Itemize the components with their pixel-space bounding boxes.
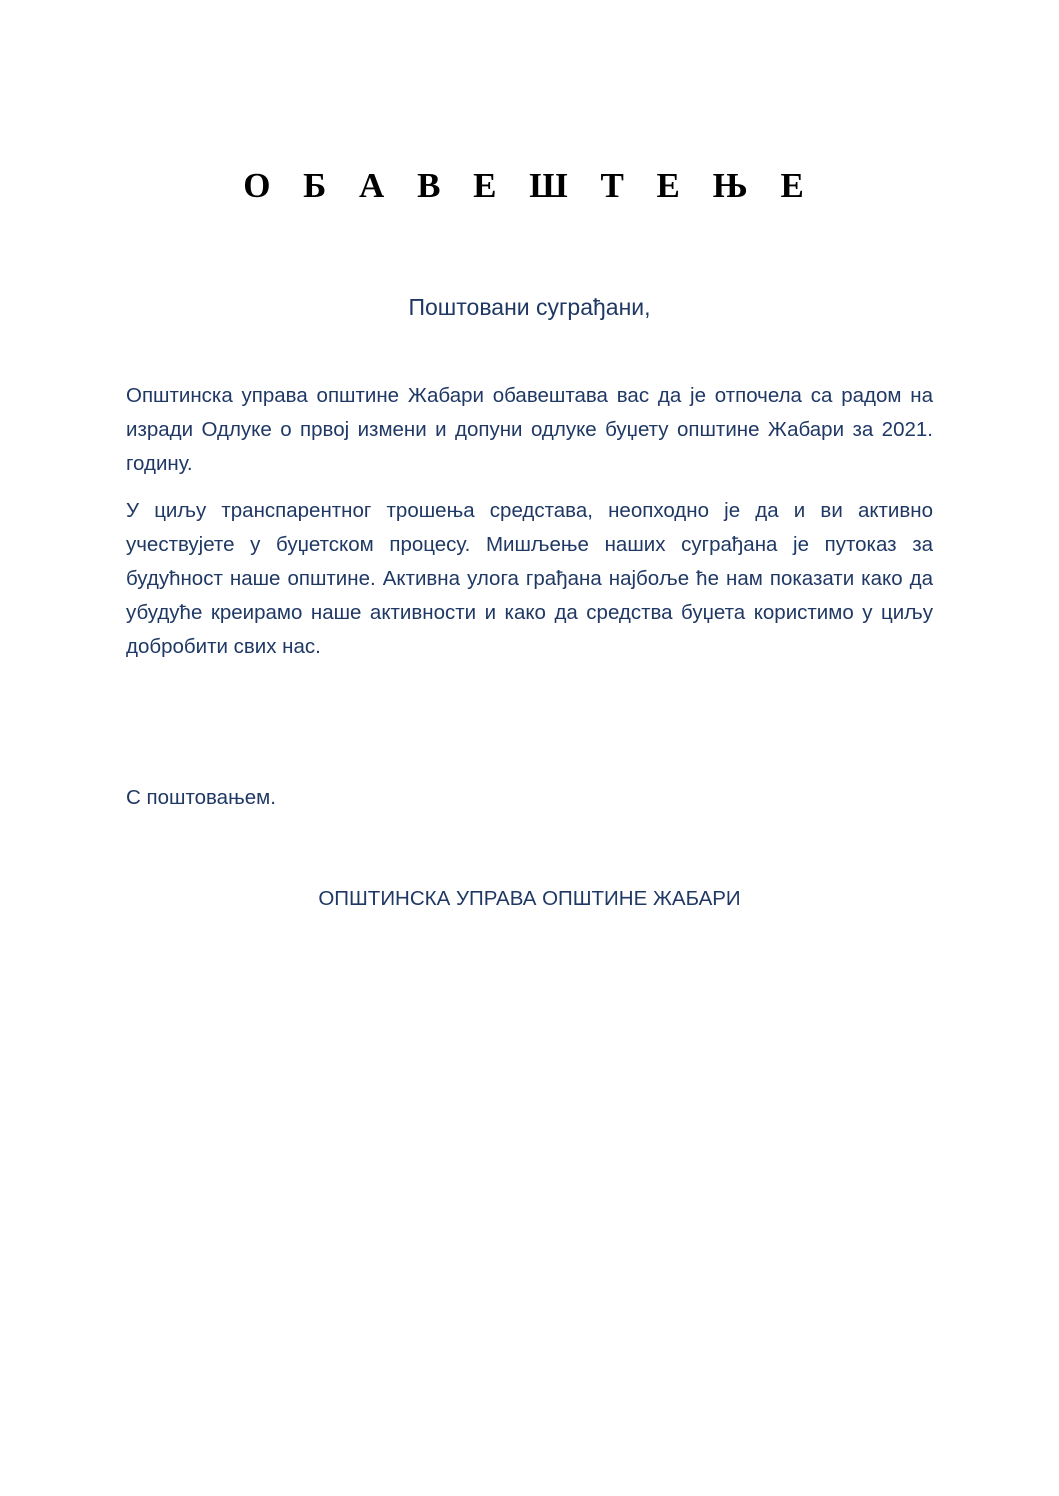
closing-line: С поштовањем.	[126, 786, 276, 809]
body-paragraph-1: Општинска управа општине Жабари обавештава вас да је отпочела са радом на изради Одлуке о првој измени и допуни одлуке буџету општине Жабари за 2021. годину.	[126, 384, 933, 475]
body-paragraph-2: У циљу транспарентног трошења средстава, неопходно је да и ви активно учествујете у буџетском процесу. Мишљење наших суграђана је путоказ за будућност наше општине. Активна улога грађана најбоље ће нам показати како да убудуће креирамо наше активности и како да средства буџета користимо у циљу добробити свих нас.	[126, 499, 933, 658]
greeting: Поштовани суграђани,	[408, 294, 651, 320]
document-title: О Б А В Е Ш Т Е Њ Е	[243, 166, 816, 205]
signature: ОПШТИНСКА УПРАВА ОПШТИНЕ ЖАБАРИ	[318, 887, 741, 910]
